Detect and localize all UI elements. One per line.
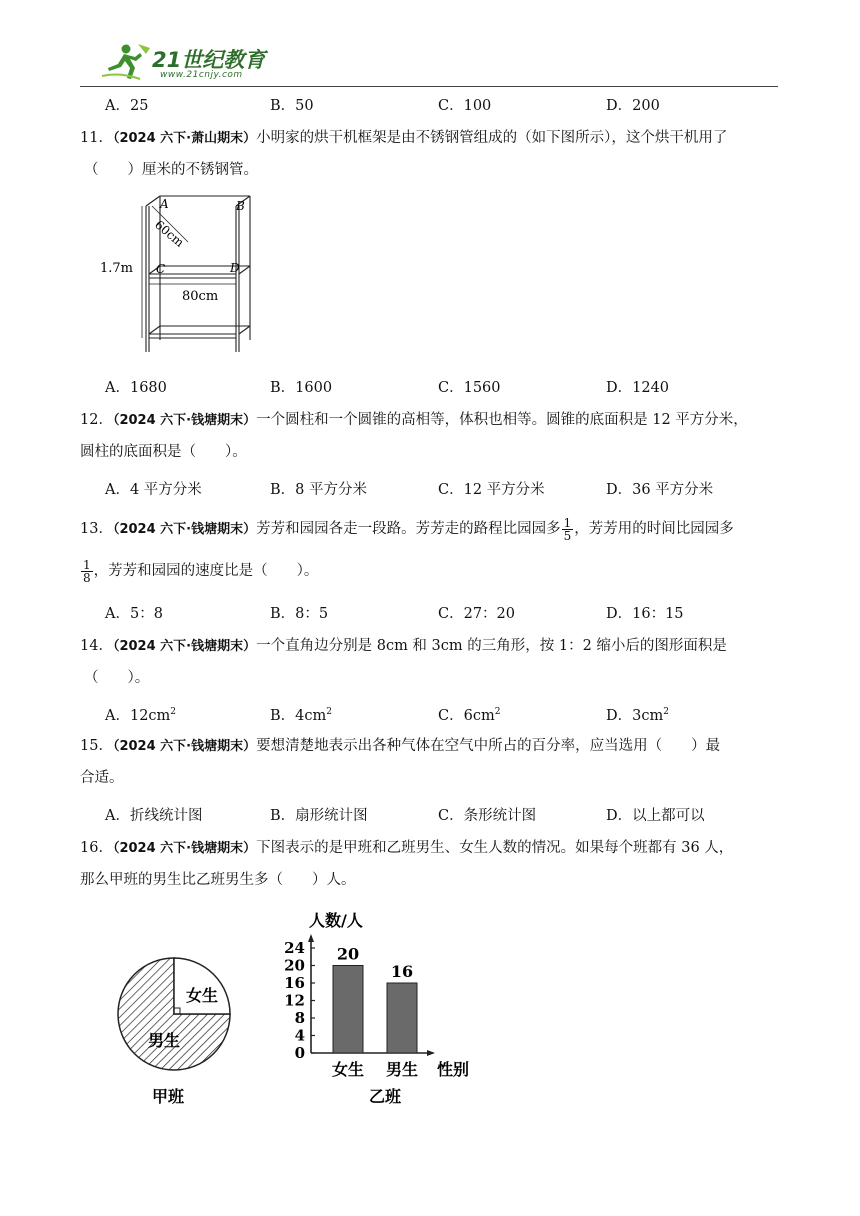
bar-category-label: 男生 xyxy=(385,1060,419,1079)
q10-option-d[interactable]: D．200 xyxy=(606,98,660,114)
q13-option-c[interactable]: C．27：20 xyxy=(438,606,515,622)
q15-option-a[interactable]: A．折线统计图 xyxy=(105,808,203,824)
q11-option-a[interactable]: A．1680 xyxy=(105,380,167,396)
q11-option-c[interactable]: C．1560 xyxy=(438,380,501,396)
y-tick-label: 12 xyxy=(284,991,305,1010)
bar-ylabel: 人数/人 xyxy=(309,911,363,930)
q14-option-a[interactable]: A．$12cm^2$ xyxy=(105,707,177,724)
q12-source: （2024 六下·钱塘期末） xyxy=(112,413,257,428)
pie-boy-label: 男生 xyxy=(148,1031,181,1050)
q11-frame-figure xyxy=(100,192,260,360)
q16-line1 xyxy=(80,838,733,859)
q15-option-c[interactable]: C．条形统计图 xyxy=(438,808,537,824)
q13-option-a[interactable]: A．5：8 xyxy=(105,606,163,622)
y-tick-label: 0 xyxy=(294,1044,305,1062)
bar-category-label: 女生 xyxy=(331,1060,365,1079)
bar-girls xyxy=(333,966,363,1054)
q14-option-d[interactable]: D．$3cm^2$ xyxy=(606,707,669,724)
q12-line1 xyxy=(80,410,748,431)
q11-line1 xyxy=(80,128,727,149)
q15-source: （2024 六下·钱塘期末） xyxy=(112,739,257,754)
q15-option-b[interactable]: B．扇形统计图 xyxy=(270,808,368,824)
bar-boys xyxy=(387,983,417,1053)
q13-option-b[interactable]: B．8：5 xyxy=(270,606,329,622)
q13-fraction-1: $\frac{1}{5}$ xyxy=(563,515,572,543)
q11-label-d: D xyxy=(230,261,240,275)
header-logo xyxy=(100,40,280,84)
q14-text2: （ ）。 xyxy=(84,670,150,686)
q16-number: 16． xyxy=(80,840,113,856)
q10-option-c[interactable]: C．100 xyxy=(438,98,492,114)
q14-source: （2024 六下·钱塘期末） xyxy=(112,639,257,654)
q11-label-c: C xyxy=(156,262,166,276)
q13-number: 13． xyxy=(80,521,113,537)
logo-sub-text: www.21cnjy.com xyxy=(160,70,243,80)
q15-text2: 合适。 xyxy=(80,770,124,786)
q12-text1: 一个圆柱和一个圆锥的高相等，体积也相等。圆锥的底面积是 12 平方分米， xyxy=(256,412,748,428)
q11-depth-label: 60cm xyxy=(152,217,187,250)
pie-girl-label: 女生 xyxy=(186,986,219,1005)
q10-option-b[interactable]: B．50 xyxy=(270,98,314,114)
q11-label-b: B xyxy=(236,199,245,213)
bar-value-label: 20 xyxy=(336,944,360,964)
y-tick-label: 24 xyxy=(284,939,305,957)
y-tick-label: 4 xyxy=(294,1026,305,1045)
bar-xlabel: 性别 xyxy=(437,1060,470,1079)
y-tick-label: 20 xyxy=(284,956,305,975)
q15-line1 xyxy=(80,736,720,757)
q11-label-a: A xyxy=(160,197,169,211)
q13-text1a: 芳芳和园园各走一段路。芳芳走的路程比园园多 xyxy=(256,521,561,537)
q15-number: 15． xyxy=(80,738,113,754)
y-axis-arrow-icon xyxy=(308,934,314,942)
bar-value-label: 16 xyxy=(390,962,414,981)
q15-text1: 要想清楚地表示出各种气体在空气中所占的百分率，应当选用（ ）最 xyxy=(256,738,721,754)
q12-text2: 圆柱的底面积是（ ）。 xyxy=(80,444,247,460)
y-tick-label: 8 xyxy=(294,1009,305,1027)
q10-option-a[interactable]: A．25 xyxy=(105,98,149,114)
q14-option-c[interactable]: C．$6cm^2$ xyxy=(438,707,501,724)
q13-line1 xyxy=(80,514,734,544)
q13-line2 xyxy=(80,556,318,586)
q11-option-d[interactable]: D．1240 xyxy=(606,380,670,396)
q15-option-d[interactable]: D．以上都可以 xyxy=(606,808,705,824)
y-tick-label: 16 xyxy=(284,974,305,992)
q11-option-b[interactable]: B．1600 xyxy=(270,380,333,396)
q16-text1: 下图表示的是甲班和乙班男生、女生人数的情况。如果每个班都有 36 人， xyxy=(256,840,734,856)
q16-bar-chart xyxy=(275,908,485,1108)
q13-source: （2024 六下·钱塘期末） xyxy=(112,522,257,537)
q11-text2: （ ）厘米的不锈钢管。 xyxy=(84,162,258,178)
logo-main-text: 21世纪教育 xyxy=(152,48,266,72)
q14-text1: 一个直角边分别是 8cm 和 3cm 的三角形，按 1：2 缩小后的图形面积是 xyxy=(256,638,727,654)
q16-pie-figure xyxy=(110,950,245,1115)
q13-fraction-2: $\frac{1}{8}$ xyxy=(83,557,91,585)
q11-text1: 小明家的烘干机框架是由不锈钢管组成的（如下图所示），这个烘干机用了 xyxy=(256,130,728,146)
q12-option-a[interactable]: A．4 平方分米 xyxy=(105,482,202,498)
pie-caption: 甲班 xyxy=(152,1087,185,1106)
header-divider xyxy=(80,86,778,87)
q11-height-label: 1.7m xyxy=(100,261,134,276)
q16-source: （2024 六下·钱塘期末） xyxy=(112,841,257,856)
q11-source: （2024 六下·萧山期末） xyxy=(112,131,257,146)
bar-title: 乙班 xyxy=(369,1087,402,1106)
q13-text1b: ，芳芳用的时间比园园多 xyxy=(574,521,734,537)
x-axis-arrow-icon xyxy=(427,1050,435,1056)
q14-number: 14． xyxy=(80,638,113,654)
runner-icon xyxy=(100,42,152,82)
q11-width-label: 80cm xyxy=(182,289,219,304)
q11-number: 11． xyxy=(80,130,113,146)
q13-text2: ，芳芳和园园的速度比是（ ）。 xyxy=(93,563,319,579)
q13-option-d[interactable]: D．16：15 xyxy=(606,606,684,622)
q12-option-c[interactable]: C．12 平方分米 xyxy=(438,482,545,498)
q14-option-b[interactable]: B．$4cm^2$ xyxy=(270,707,332,724)
q16-text2: 那么甲班的男生比乙班男生多（ ）人。 xyxy=(80,872,356,888)
q12-option-d[interactable]: D．36 平方分米 xyxy=(606,482,714,498)
q12-option-b[interactable]: B．8 平方分米 xyxy=(270,482,367,498)
q12-number: 12． xyxy=(80,412,113,428)
q14-line1 xyxy=(80,636,727,657)
